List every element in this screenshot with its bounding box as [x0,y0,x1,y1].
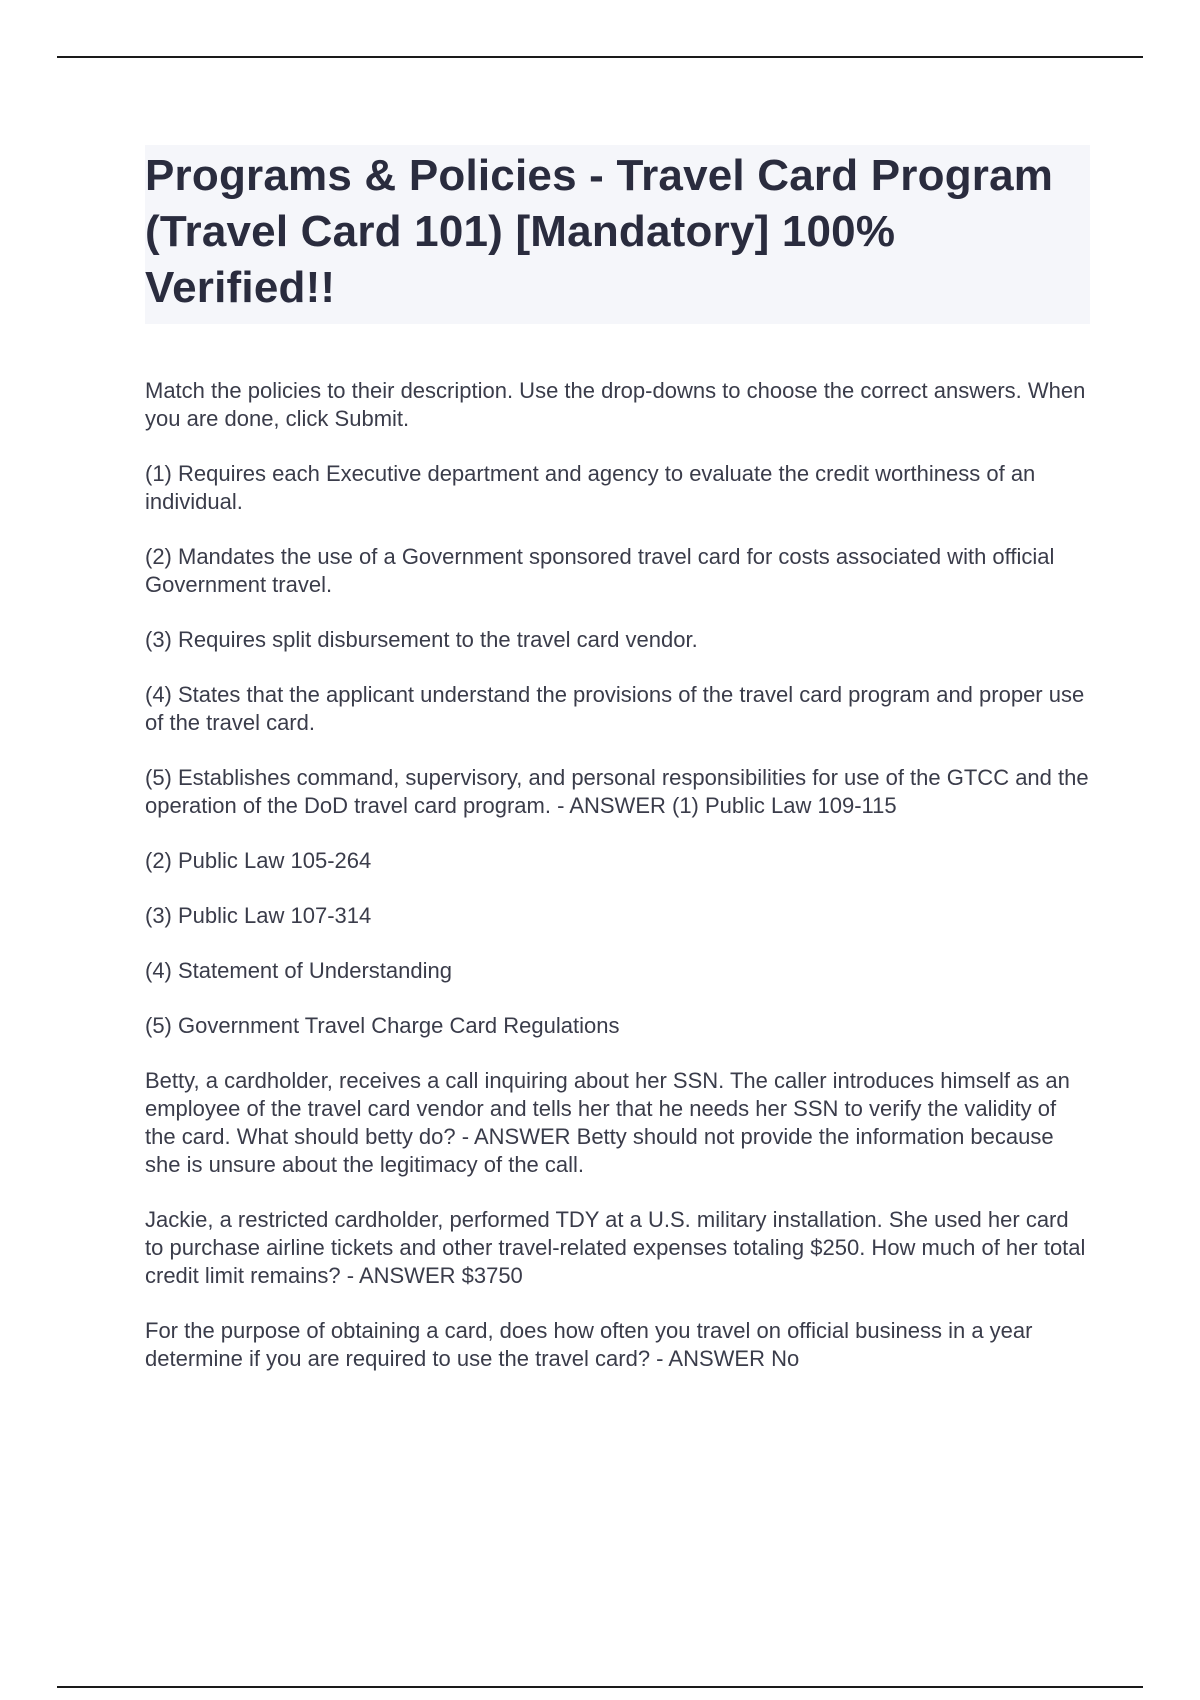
document-body [145,145,1090,1373]
answer-item-2: (2) Public Law 105-264 [145,848,372,873]
bottom-divider [57,1686,1143,1688]
policy-description-4: (4) States that the applicant understand the provisions of the travel card program and proper use of the travel card. [145,682,1085,735]
answer-item-3: (3) Public Law 107-314 [145,903,372,928]
question-jackie: Jackie, a restricted cardholder, performed TDY at a U.S. military installation. She used her card to purchase airline tickets and other travel-related expenses totaling $250. How much of her total credit limit remains? - ANSWER $3750 [145,1207,1086,1288]
instructions-paragraph: Match the policies to their description. Use the drop-downs to choose the correct answers. When you are done, click Submit. [145,378,1086,431]
question-betty: Betty, a cardholder, receives a call inquiring about her SSN. The caller introduces himself as an employee of the travel card vendor and tells her that he needs her SSN to verify the validity of the card. What should betty do? - ANSWER Betty should not provide the information because she is unsure about the legitimacy of the call. [145,1068,1070,1177]
answer-item-5: (5) Government Travel Charge Card Regulations [145,1013,620,1038]
answer-item-4: (4) Statement of Understanding [145,958,452,983]
question-travel-frequency: For the purpose of obtaining a card, does how often you travel on official business in a year determine if you are required to use the travel card? - ANSWER No [145,1318,1033,1371]
policy-description-5-with-answer: (5) Establishes command, supervisory, and personal responsibilities for use of the GTCC and the operation of the DoD travel card program. - ANSWER (1) Public Law 109-115 [145,765,1089,818]
top-divider [57,56,1143,58]
policy-description-1: (1) Requires each Executive department and agency to evaluate the credit worthiness of an individual. [145,461,1036,514]
policy-description-2: (2) Mandates the use of a Government sponsored travel card for costs associated with official Government travel. [145,544,1055,597]
policy-description-3: (3) Requires split disbursement to the travel card vendor. [145,627,698,652]
document-title: Programs & Policies - Travel Card Program (Travel Card 101) [Mandatory] 100% Verified!! [145,145,1090,324]
